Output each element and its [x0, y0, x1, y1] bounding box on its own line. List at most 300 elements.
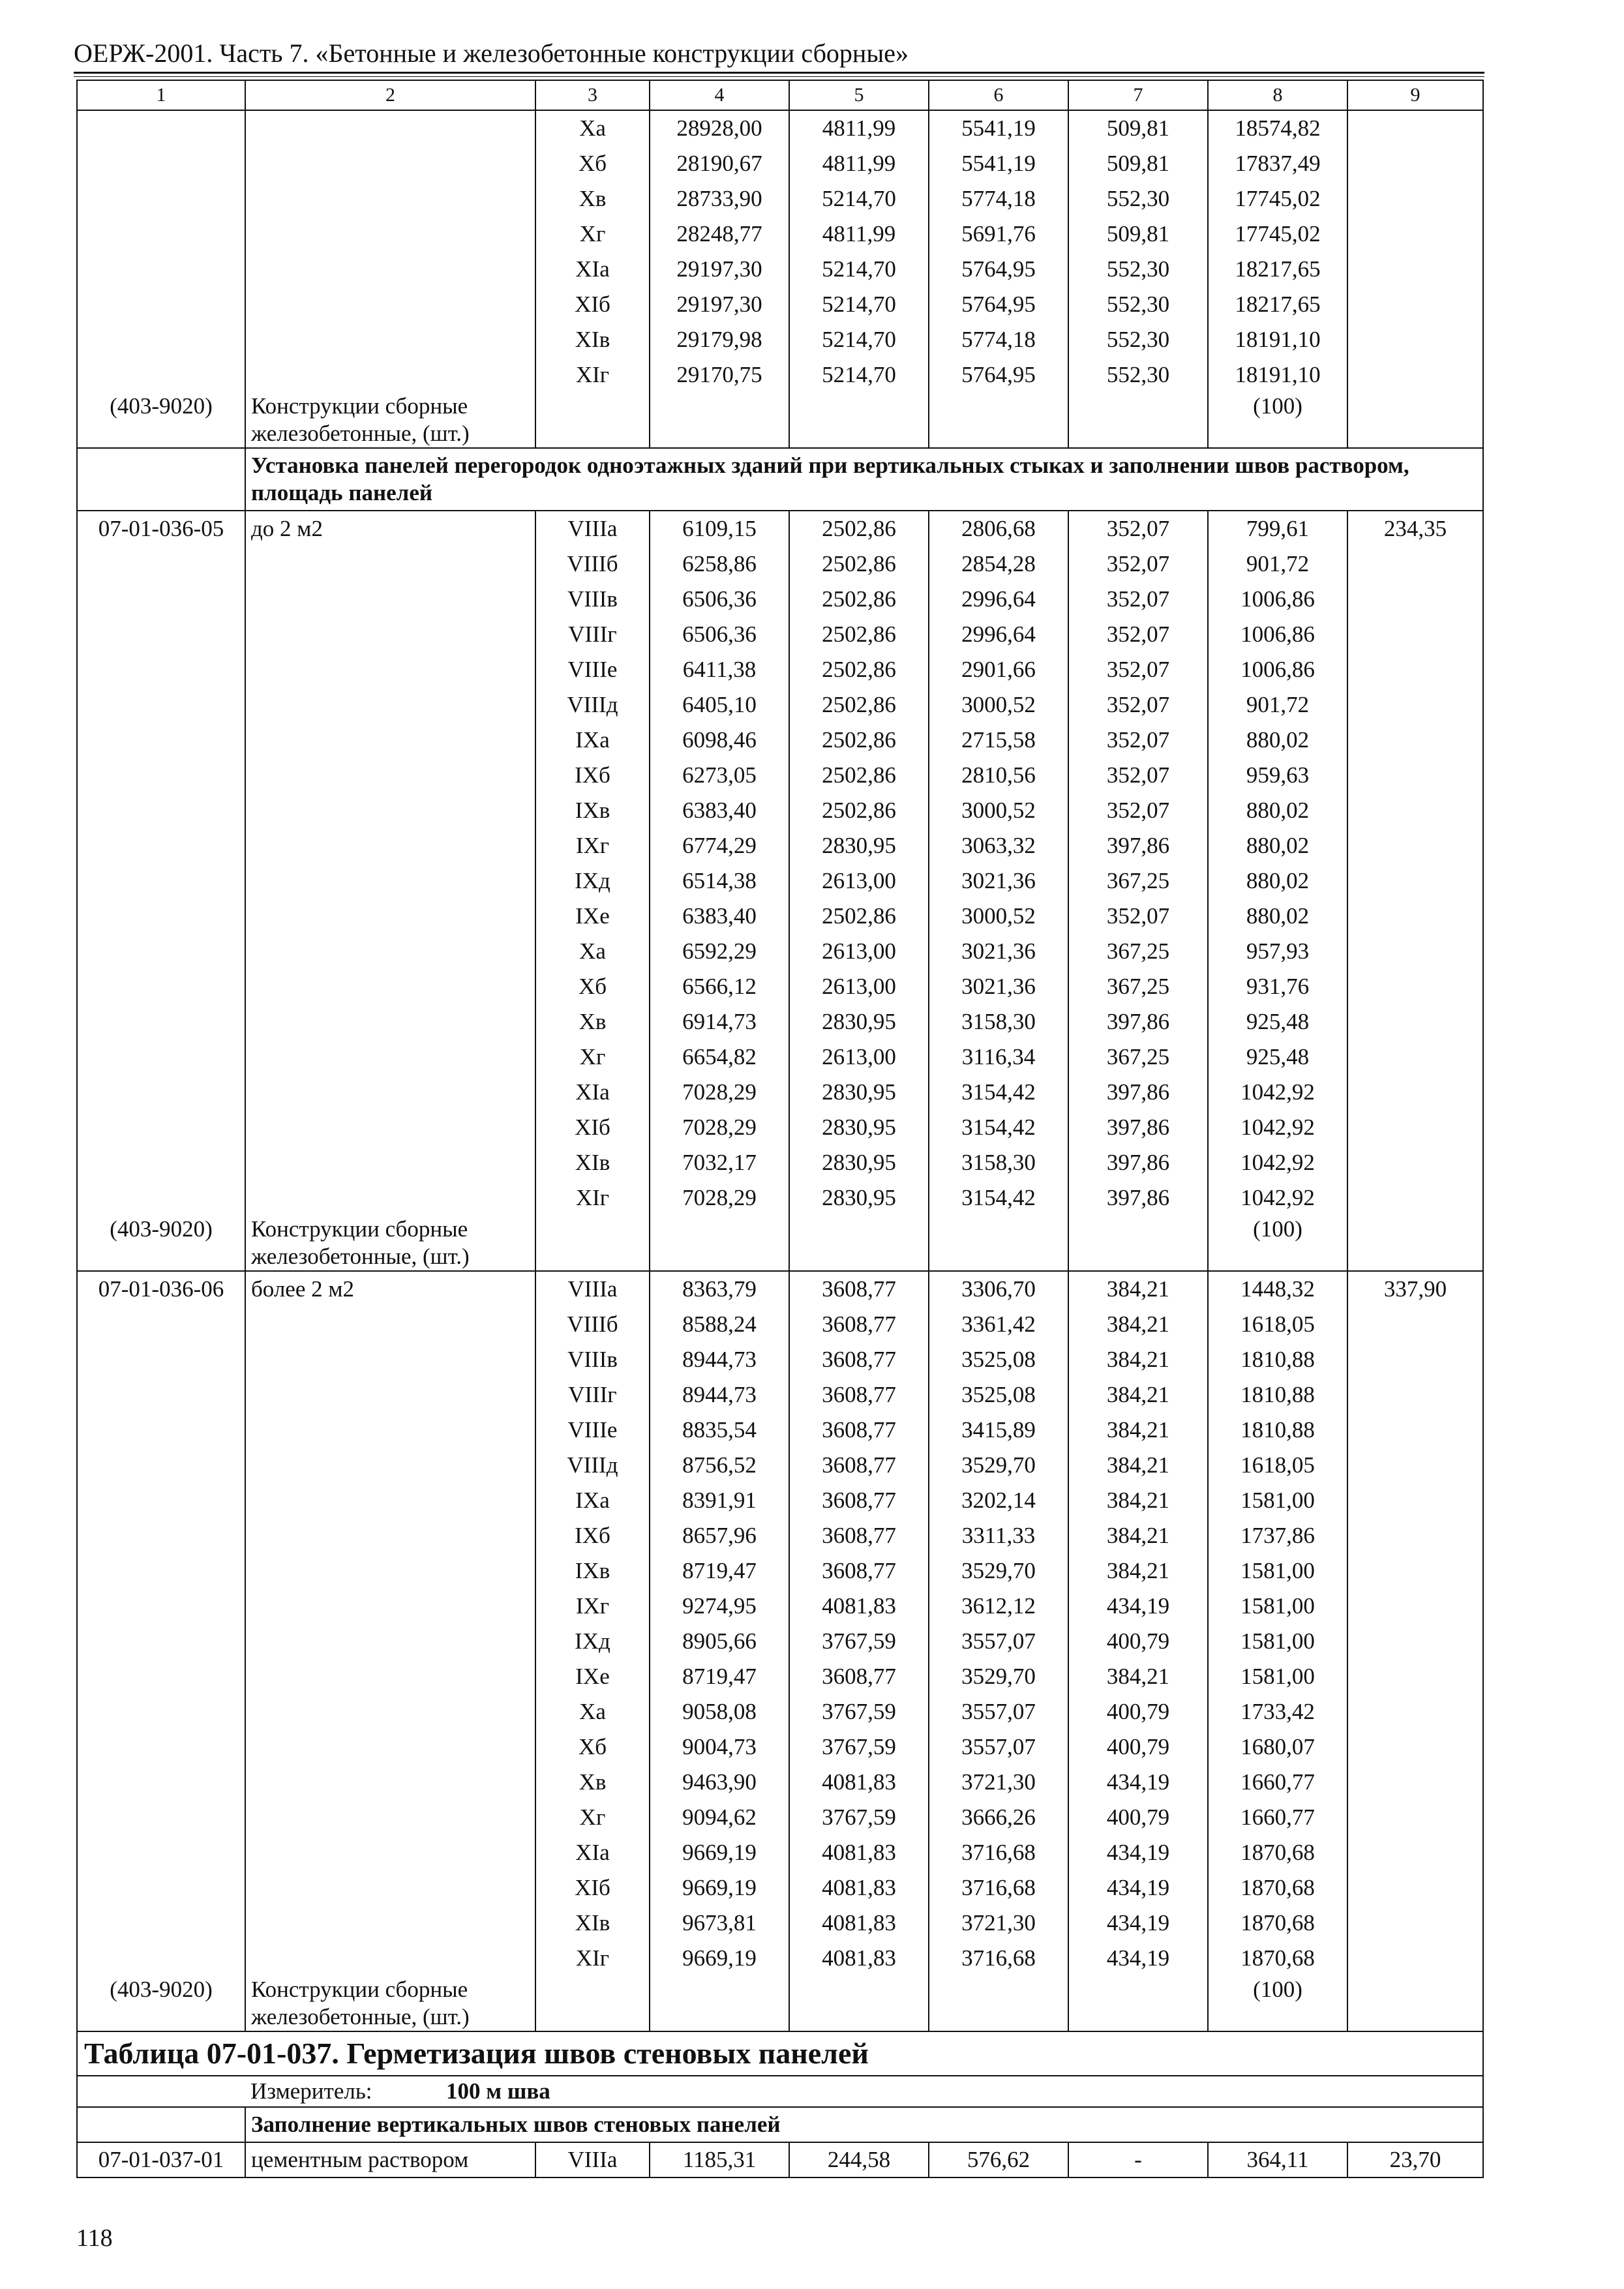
- zone-label: XIб: [575, 1115, 610, 1140]
- value: 1448,32: [1241, 1276, 1315, 1302]
- rate-block: [77, 1271, 1483, 2031]
- zone-label: VIIIa: [567, 1276, 618, 1302]
- table-row: [77, 2142, 1483, 2177]
- value: 384,21: [1106, 1417, 1170, 1443]
- value: 18191,10: [1235, 327, 1321, 352]
- value: 3608,77: [822, 1488, 896, 1513]
- value: 3158,30: [961, 1009, 1036, 1034]
- value: 5214,70: [822, 292, 896, 317]
- value: 3608,77: [822, 1382, 896, 1407]
- rate-name: до 2 м2: [251, 516, 323, 541]
- value: 352,07: [1106, 586, 1170, 612]
- value: 6592,29: [682, 938, 757, 964]
- value: 352,07: [1106, 692, 1170, 717]
- value: 2502,86: [822, 657, 896, 682]
- value: 8835,54: [682, 1417, 757, 1443]
- value: 2613,00: [822, 1044, 896, 1070]
- zone-label: VIIIг: [568, 1382, 617, 1407]
- value: 9669,19: [682, 1945, 757, 1971]
- value: 397,86: [1106, 1079, 1170, 1105]
- zone-label: IXд: [575, 1628, 610, 1654]
- value-cell: [650, 511, 789, 1271]
- value: 5214,70: [822, 362, 896, 387]
- zone-label: Xв: [579, 1769, 607, 1795]
- value: 28733,90: [676, 186, 762, 211]
- value-cell: [1208, 1271, 1347, 2031]
- value: 6383,40: [682, 798, 757, 823]
- zone-label: XIв: [575, 1910, 610, 1936]
- value-cell: 244,58: [789, 2142, 929, 2177]
- zone-label: XIб: [575, 1875, 610, 1900]
- value: 8905,66: [682, 1628, 757, 1654]
- value: 4081,83: [822, 1875, 896, 1900]
- column-number-row: [77, 80, 1483, 110]
- value: 7032,17: [682, 1150, 757, 1175]
- value: 880,02: [1246, 868, 1310, 893]
- value: 8944,73: [682, 1382, 757, 1407]
- value: 3557,07: [961, 1699, 1036, 1724]
- value: 5764,95: [961, 256, 1036, 282]
- zone-label: VIIIв: [567, 586, 618, 612]
- value: 3767,59: [822, 1699, 896, 1724]
- value: 1733,42: [1241, 1699, 1315, 1724]
- value: 8944,73: [682, 1347, 757, 1372]
- col-num: 5: [789, 80, 929, 110]
- value: 1618,05: [1241, 1311, 1315, 1337]
- value: 352,07: [1106, 516, 1170, 541]
- value: 3311,33: [961, 1523, 1036, 1548]
- value: 2502,86: [822, 551, 896, 576]
- value: 6411,38: [682, 657, 757, 682]
- value: 3608,77: [822, 1347, 896, 1372]
- value: 400,79: [1106, 1699, 1170, 1724]
- value: 352,07: [1106, 762, 1170, 788]
- value: 6098,46: [682, 727, 757, 753]
- zone-label: VIIIе: [567, 657, 618, 682]
- value: 397,86: [1106, 1150, 1170, 1175]
- zone-label: Xг: [579, 221, 606, 247]
- value: 1581,00: [1241, 1558, 1315, 1583]
- value: 6506,36: [682, 586, 757, 612]
- value: 6405,10: [682, 692, 757, 717]
- value: 2854,28: [961, 551, 1036, 576]
- value: 434,19: [1106, 1769, 1170, 1795]
- value: 3021,36: [961, 938, 1036, 964]
- value: 4081,83: [822, 1945, 896, 1971]
- value: 18217,65: [1235, 256, 1321, 282]
- value: 1581,00: [1241, 1628, 1315, 1654]
- value: 7028,29: [682, 1185, 757, 1210]
- value: 1870,68: [1241, 1910, 1315, 1936]
- value: 799,61: [1246, 516, 1310, 541]
- zone-label: VIIIa: [567, 516, 618, 541]
- col-num: 7: [1068, 80, 1208, 110]
- value: 880,02: [1246, 727, 1310, 753]
- value: 3608,77: [822, 1417, 896, 1443]
- col-num: 2: [245, 80, 535, 110]
- value: 925,48: [1246, 1044, 1310, 1070]
- value: 29170,75: [676, 362, 762, 387]
- value: 384,21: [1106, 1523, 1170, 1548]
- value: 384,21: [1106, 1276, 1170, 1302]
- rate-code: 07-01-036-06: [98, 1276, 224, 1302]
- value: 3608,77: [822, 1523, 896, 1548]
- value: 901,72: [1246, 692, 1310, 717]
- value-cell: [1208, 511, 1347, 1271]
- value: 3415,89: [961, 1417, 1036, 1443]
- value: 18217,65: [1235, 292, 1321, 317]
- value: 3608,77: [822, 1664, 896, 1689]
- value: 6914,73: [682, 1009, 757, 1034]
- value: 2502,86: [822, 903, 896, 929]
- rate-name-cell: [245, 1271, 535, 2031]
- value: 384,21: [1106, 1488, 1170, 1513]
- value: 2830,95: [822, 1009, 896, 1034]
- zone-label: Xв: [579, 1009, 607, 1034]
- value: 384,21: [1106, 1452, 1170, 1478]
- value: 2502,86: [822, 798, 896, 823]
- resource-name: Конструкции сборные железобетонные, (шт.): [251, 393, 470, 446]
- zone-label: Xa: [579, 115, 606, 141]
- value: 384,21: [1106, 1347, 1170, 1372]
- value: 880,02: [1246, 903, 1310, 929]
- value: 901,72: [1246, 551, 1310, 576]
- zone-label: IXг: [575, 833, 610, 858]
- value: 1006,86: [1241, 586, 1315, 612]
- value: 3716,68: [961, 1945, 1036, 1971]
- value-cell: [1068, 511, 1208, 1271]
- value-cell: 576,62: [929, 2142, 1068, 2177]
- value: 3529,70: [961, 1452, 1036, 1478]
- value: 1006,86: [1241, 657, 1315, 682]
- value: 1810,88: [1241, 1382, 1315, 1407]
- value: 1680,07: [1241, 1734, 1315, 1759]
- value: 9463,90: [682, 1769, 757, 1795]
- value: 5774,18: [961, 186, 1036, 211]
- value: 1660,77: [1241, 1769, 1315, 1795]
- value: 352,07: [1106, 903, 1170, 929]
- zone-label: Xб: [578, 1734, 607, 1759]
- rate-code-cell: [77, 1271, 245, 2031]
- value: 3608,77: [822, 1452, 896, 1478]
- value: 5214,70: [822, 327, 896, 352]
- col-num: 1: [77, 80, 245, 110]
- value: 1870,68: [1241, 1840, 1315, 1865]
- zone-cell: [535, 110, 650, 448]
- value: 3000,52: [961, 692, 1036, 717]
- value: 5214,70: [822, 186, 896, 211]
- value: 9004,73: [682, 1734, 757, 1759]
- value: 925,48: [1246, 1009, 1310, 1034]
- value: 28190,67: [676, 151, 762, 176]
- section-row: [77, 2107, 1483, 2142]
- value: 3716,68: [961, 1840, 1036, 1865]
- col-num: 3: [535, 80, 650, 110]
- value: 9274,95: [682, 1593, 757, 1619]
- resource-qty: (100): [1253, 1977, 1302, 2002]
- value: 552,30: [1106, 256, 1170, 282]
- value: 1042,92: [1241, 1185, 1315, 1210]
- value-cell: [929, 110, 1068, 448]
- measure-value: 100 м шва: [446, 2078, 550, 2104]
- value: 6258,86: [682, 551, 757, 576]
- value: 1581,00: [1241, 1664, 1315, 1689]
- value: 28928,00: [676, 115, 762, 141]
- value: 2830,95: [822, 1185, 896, 1210]
- zone-label: IXг: [575, 1593, 610, 1619]
- running-header: ОЕРЖ-2001. Часть 7. «Бетонные и железобетонные конструкции сборные»: [74, 38, 909, 68]
- value: 384,21: [1106, 1664, 1170, 1689]
- value: 552,30: [1106, 327, 1170, 352]
- value: 5764,95: [961, 292, 1036, 317]
- value: 434,19: [1106, 1945, 1170, 1971]
- resource-code: (403-9020): [110, 393, 213, 419]
- value: 367,25: [1106, 1044, 1170, 1070]
- value: 2502,86: [822, 586, 896, 612]
- value: 3557,07: [961, 1628, 1036, 1654]
- zone-label: VIIIд: [567, 1452, 618, 1478]
- value: 3716,68: [961, 1875, 1036, 1900]
- value: 8719,47: [682, 1558, 757, 1583]
- value: 1810,88: [1241, 1347, 1315, 1372]
- value: 352,07: [1106, 727, 1170, 753]
- resource-qty: (100): [1253, 393, 1302, 419]
- zone-label: IXa: [575, 727, 610, 753]
- rate-block: [77, 511, 1483, 1271]
- value: 3557,07: [961, 1734, 1036, 1759]
- value: 4081,83: [822, 1769, 896, 1795]
- value: 3608,77: [822, 1276, 896, 1302]
- value: 3666,26: [961, 1804, 1036, 1830]
- value: 3154,42: [961, 1185, 1036, 1210]
- value: 2613,00: [822, 938, 896, 964]
- value-cell: [929, 1271, 1068, 2031]
- value: 2502,86: [822, 727, 896, 753]
- zone-label: IXд: [575, 868, 610, 893]
- value: 957,93: [1246, 938, 1310, 964]
- value: 5691,76: [961, 221, 1036, 247]
- value: 1870,68: [1241, 1945, 1315, 1971]
- value: 1660,77: [1241, 1804, 1315, 1830]
- value: 367,25: [1106, 938, 1170, 964]
- col-num: 4: [650, 80, 789, 110]
- value: 352,07: [1106, 798, 1170, 823]
- value: 3361,42: [961, 1311, 1036, 1337]
- value: 9669,19: [682, 1840, 757, 1865]
- value: 1737,86: [1241, 1523, 1315, 1548]
- value-cell: [1068, 1271, 1208, 2031]
- value: 352,07: [1106, 621, 1170, 647]
- value: 2810,56: [961, 762, 1036, 788]
- zone-label: XIг: [575, 1945, 610, 1971]
- value-cell: [1347, 511, 1483, 1271]
- value-cell: [789, 110, 929, 448]
- rate-name: цементным раствором: [245, 2142, 535, 2177]
- value: 352,07: [1106, 657, 1170, 682]
- value: 9669,19: [682, 1875, 757, 1900]
- value: 5541,19: [961, 151, 1036, 176]
- value: 337,90: [1383, 1276, 1447, 1302]
- resource-qty: (100): [1253, 1216, 1302, 1242]
- value: 3525,08: [961, 1382, 1036, 1407]
- table-title-row: [77, 2031, 1483, 2076]
- zone-label: IXб: [575, 762, 610, 788]
- value: 880,02: [1246, 798, 1310, 823]
- value: 2996,64: [961, 621, 1036, 647]
- zone-label: XIa: [575, 1079, 610, 1105]
- value: 4081,83: [822, 1910, 896, 1936]
- section-row: [77, 448, 1483, 511]
- page-number: 118: [76, 2224, 113, 2252]
- zone-label: XIг: [575, 362, 610, 387]
- value: 2502,86: [822, 621, 896, 647]
- value: 8391,91: [682, 1488, 757, 1513]
- value: 29197,30: [676, 292, 762, 317]
- value: 3721,30: [961, 1910, 1036, 1936]
- zone-label: IXв: [575, 1558, 610, 1583]
- value: 400,79: [1106, 1804, 1170, 1830]
- zone-label: VIIIе: [567, 1417, 618, 1443]
- value: 509,81: [1106, 221, 1170, 247]
- value: 5774,18: [961, 327, 1036, 352]
- zone-label: VIIIб: [567, 1311, 618, 1337]
- value: 397,86: [1106, 833, 1170, 858]
- value-cell: [789, 511, 929, 1271]
- header-rule: [74, 72, 1484, 74]
- zone-label: XIa: [575, 1840, 610, 1865]
- value: 4811,99: [822, 151, 896, 176]
- zone-label: Xв: [579, 186, 607, 211]
- value: 3116,34: [961, 1044, 1036, 1070]
- value: 8657,96: [682, 1523, 757, 1548]
- value: 6506,36: [682, 621, 757, 647]
- rate-name-cell: [245, 110, 535, 448]
- value: 9673,81: [682, 1910, 757, 1936]
- measure-label: Измеритель:: [250, 2078, 372, 2104]
- value: 3767,59: [822, 1628, 896, 1654]
- zone-label: IXе: [575, 1664, 610, 1689]
- rate-name: более 2 м2: [251, 1276, 355, 1302]
- value: 1618,05: [1241, 1452, 1315, 1478]
- value: 3021,36: [961, 974, 1036, 999]
- value: 3021,36: [961, 868, 1036, 893]
- value-cell: 1185,31: [650, 2142, 789, 2177]
- zone-label: Xa: [579, 938, 606, 964]
- resource-name: Конструкции сборные железобетонные, (шт.): [251, 1216, 470, 1269]
- zone-label: VIIIб: [567, 551, 618, 576]
- value: 384,21: [1106, 1558, 1170, 1583]
- rate-code: 07-01-036-05: [98, 516, 224, 541]
- rate-code-cell: [77, 511, 245, 1271]
- value: 3202,14: [961, 1488, 1036, 1513]
- value: 352,07: [1106, 551, 1170, 576]
- value: 17745,02: [1235, 221, 1321, 247]
- value-cell: [789, 1271, 929, 2031]
- rate-name-cell: [245, 511, 535, 1271]
- col-num: 8: [1208, 80, 1347, 110]
- value: 3612,12: [961, 1593, 1036, 1619]
- value: 6566,12: [682, 974, 757, 999]
- value: 6514,38: [682, 868, 757, 893]
- value: 3525,08: [961, 1347, 1036, 1372]
- zone-label: XIв: [575, 1150, 610, 1175]
- value: 6273,05: [682, 762, 757, 788]
- value: 2806,68: [961, 516, 1036, 541]
- value: 3063,32: [961, 833, 1036, 858]
- value: 367,25: [1106, 868, 1170, 893]
- value-cell: 23,70: [1347, 2142, 1483, 2177]
- value: 400,79: [1106, 1734, 1170, 1759]
- value: 552,30: [1106, 292, 1170, 317]
- value: 384,21: [1106, 1382, 1170, 1407]
- header-rule-thin: [74, 76, 1484, 77]
- zone-cell: VIIIa: [535, 2142, 650, 2177]
- value: 4081,83: [822, 1840, 896, 1865]
- value: 7028,29: [682, 1079, 757, 1105]
- value: 6383,40: [682, 903, 757, 929]
- zone-label: XIб: [575, 292, 610, 317]
- value-cell: [650, 110, 789, 448]
- value: 2613,00: [822, 974, 896, 999]
- value-cell: [1347, 110, 1483, 448]
- value: 3158,30: [961, 1150, 1036, 1175]
- value: 3154,42: [961, 1115, 1036, 1140]
- value: 9094,62: [682, 1804, 757, 1830]
- value: 397,86: [1106, 1185, 1170, 1210]
- value: 3306,70: [961, 1276, 1036, 1302]
- zone-label: Xг: [579, 1044, 606, 1070]
- value: 552,30: [1106, 362, 1170, 387]
- value: 434,19: [1106, 1840, 1170, 1865]
- value: 931,76: [1246, 974, 1310, 999]
- value: 17837,49: [1235, 151, 1321, 176]
- section-title: Установка панелей перегородок одноэтажных зданий при вертикальных стыках и заполнении швов раствором, площадь панелей: [245, 448, 1483, 511]
- value: 5541,19: [961, 115, 1036, 141]
- value: 29179,98: [676, 327, 762, 352]
- table-title: Таблица 07-01-037. Герметизация швов стеновых панелей: [77, 2031, 1483, 2076]
- value: 509,81: [1106, 151, 1170, 176]
- measure-row: [77, 2076, 1483, 2107]
- value: 1042,92: [1241, 1150, 1315, 1175]
- zone-label: XIa: [575, 256, 610, 282]
- value: 384,21: [1106, 1311, 1170, 1337]
- value: 8363,79: [682, 1276, 757, 1302]
- value: 8719,47: [682, 1664, 757, 1689]
- value: 367,25: [1106, 974, 1170, 999]
- value: 2830,95: [822, 1115, 896, 1140]
- value: 2613,00: [822, 868, 896, 893]
- value-cell: -: [1068, 2142, 1208, 2177]
- value: 400,79: [1106, 1628, 1170, 1654]
- value: 397,86: [1106, 1115, 1170, 1140]
- value: 17745,02: [1235, 186, 1321, 211]
- value: 397,86: [1106, 1009, 1170, 1034]
- value: 1581,00: [1241, 1488, 1315, 1513]
- value: 1042,92: [1241, 1079, 1315, 1105]
- value: 2715,58: [961, 727, 1036, 753]
- value: 2502,86: [822, 692, 896, 717]
- zone-label: IXб: [575, 1523, 610, 1548]
- value: 29197,30: [676, 256, 762, 282]
- col-num: 9: [1347, 80, 1483, 110]
- rate-code-cell: [77, 110, 245, 448]
- section-title: Заполнение вертикальных швов стеновых панелей: [245, 2107, 1483, 2142]
- value: 2502,86: [822, 762, 896, 788]
- value: 4811,99: [822, 221, 896, 247]
- value: 3767,59: [822, 1804, 896, 1830]
- resource-code: (403-9020): [110, 1977, 213, 2002]
- value: 2830,95: [822, 1079, 896, 1105]
